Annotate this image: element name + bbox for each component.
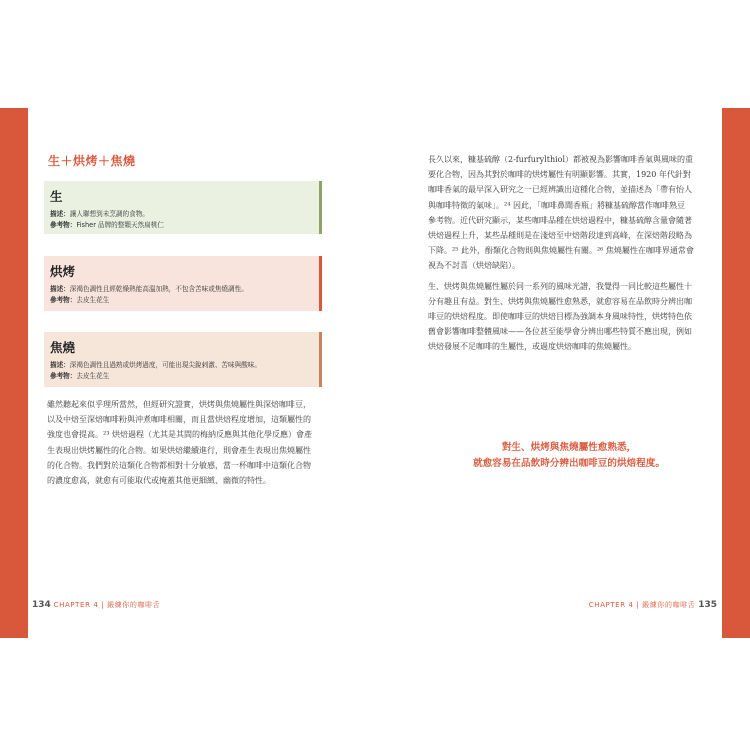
body-line: 咖啡香氣的最早深入研究之一已經辨識出這種化合物，並描述為「帶有怡人: [428, 185, 692, 195]
footer-separator: |: [636, 601, 640, 609]
pull-quote-line: 就愈容易在品飲時分辨出咖啡豆的烘焙程度。: [473, 458, 665, 469]
ref-text: 去皮生花生: [76, 372, 110, 380]
body-line: 烘焙發展不足咖啡的生屬性，或過度烘焙咖啡的焦燒屬性。: [428, 342, 636, 352]
body-line: 視為不討喜（烘焙缺陷）。: [428, 261, 520, 271]
desc-text: 深褐色調性且經乾燥熱能高溫加熱，不包含苦味或焦燒調性。: [69, 285, 248, 293]
card-desc-burnt: [50, 360, 311, 371]
body-line: 與咖啡特徵的氣味」。²⁴ 因此，「咖啡鼻聞香瓶」將糠基硫醇當作咖啡熟豆: [428, 200, 685, 210]
card-desc-raw: [50, 209, 311, 220]
left-body-text: [47, 397, 329, 488]
ref-label: 參考物：: [50, 221, 77, 229]
body-line: 烘焙過程上升，某些品種則是在淺焙至中焙階段達到高峰，在深焙階段略為: [428, 231, 692, 241]
page-number: 134: [32, 600, 51, 610]
flavor-card-raw: [44, 181, 322, 234]
body-line: 的濃度愈高，就愈有可能取代或掩蓋其他更細緻、幽微的特性。: [47, 476, 271, 486]
desc-text: 讓人聯想到未烹調的食物。: [69, 210, 149, 218]
ref-label: 參考物：: [50, 296, 77, 304]
desc-label: 描述：: [50, 361, 70, 369]
body-line: 的化合物。我們對於這類化合物都相對十分敏感，當一杯咖啡中這類化合物: [47, 460, 311, 470]
card-title-raw: 生: [50, 189, 63, 204]
body-line: 強度也會提高。²³ 烘焙過程（尤其是其間的梅納反應與其他化學反應）會產: [47, 430, 312, 440]
footer-right: [589, 600, 717, 610]
card-title-burnt: 焦燒: [50, 340, 76, 355]
chapter-label: CHAPTER 4: [588, 601, 634, 609]
pull-quote-line: 對生、烘烤與焦燒屬性愈熟悉，: [501, 442, 637, 453]
chapter-label: CHAPTER 4: [53, 601, 99, 609]
body-line: 雖然聽起來似乎理所當然，但經研究證實，烘烤與焦燒屬性與深焙咖啡豆，: [47, 400, 311, 409]
body-line: 以及中焙至深焙咖啡粉與沖煮咖啡相關，而且當烘焙程度增加，這類屬性的: [47, 415, 311, 425]
pull-quote: [428, 440, 710, 472]
chapter-title: 鍛練你的咖啡舌: [642, 601, 696, 609]
desc-label: 描述：: [50, 210, 70, 218]
flavor-card-roast: [44, 256, 322, 311]
desc-label: 描述：: [50, 285, 70, 293]
body-line: 舊會影響咖啡整體風味——各位甚至能學會分辨出哪些特質不應出現，例如: [428, 327, 692, 337]
body-line: 分有趣且有益。對生、烘烤與焦燒屬性愈熟悉，就愈容易在品飲時分辨出咖: [428, 296, 692, 306]
body-line: 下降。²⁵ 此外，酚類化合物則與焦燒屬性有關。²⁶ 焦燒屬性在咖啡界通常會: [428, 246, 694, 256]
card-ref-raw: [50, 220, 311, 231]
flavor-card-burnt: [44, 332, 322, 387]
card-title-roast: 烘烤: [50, 264, 76, 279]
body-line: 要化合物，因為其對於咖啡的烘烤屬性有明顯影響。其實，1920 年代針對: [428, 170, 691, 180]
ref-label: 參考物：: [50, 372, 77, 380]
section-title: 生＋烘烤＋焦燒: [48, 154, 136, 168]
right-page-edge: [722, 108, 750, 638]
body-line: 啡豆的烘焙程度。即使咖啡豆的烘焙目標為強調本身風味特性，烘烤特色依: [428, 312, 692, 322]
ref-text: 去皮生花生: [76, 296, 110, 304]
card-ref-roast: [50, 295, 311, 306]
right-body-text: [428, 152, 710, 355]
card-desc-roast: [50, 284, 311, 295]
footer-separator: |: [101, 601, 105, 609]
ref-text: Fisher 品牌的整顆天然扁桃仁: [76, 221, 164, 229]
body-line: 生表現出烘烤屬性的化合物。如果烘焙繼續進行，則會產生表現出焦燒屬性: [47, 445, 311, 455]
footer-left: [32, 600, 160, 610]
left-page-edge: [0, 108, 28, 638]
desc-text: 深褐色調性且過熟或烘烤過度，可能出現尖銳刺激、苦味與酸味。: [69, 361, 261, 369]
chapter-title: 鍛練你的咖啡舌: [107, 601, 161, 609]
card-ref-burnt: [50, 371, 311, 382]
page-number: 135: [698, 600, 717, 610]
body-line: 長久以來，糠基硫醇（2-furfurylthiol）都被視為影響咖啡香氣與風味的重: [428, 155, 694, 164]
body-line: 生、烘烤與焦燒屬性屬於同一系列的風味光譜，我覺得一同比較這些屬性十: [428, 281, 692, 291]
body-line: 參考物。近代研究顯示，某些咖啡品種在烘焙過程中，糠基硫醇含量會隨著: [428, 215, 692, 225]
